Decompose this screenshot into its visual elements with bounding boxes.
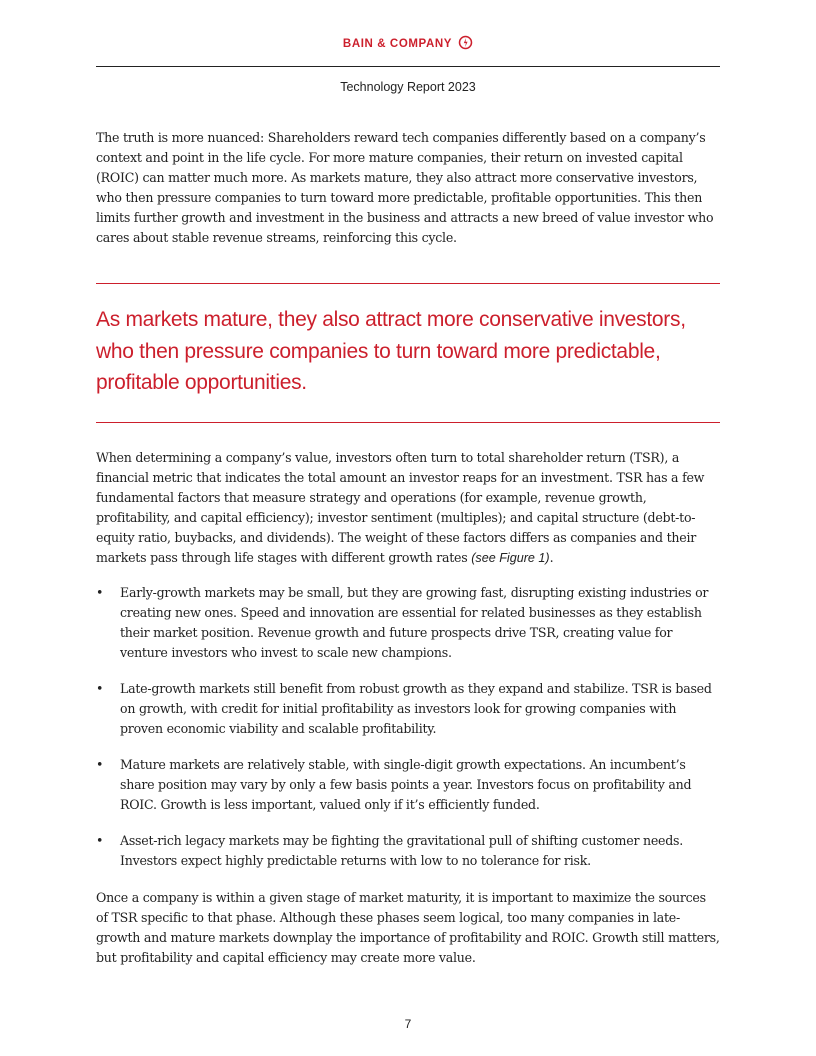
bullet-marker: • — [96, 833, 104, 848]
tsr-paragraph-end: . — [549, 550, 554, 565]
report-title: Technology Report 2023 — [340, 80, 476, 94]
intro-paragraph: The truth is more nuanced: Shareholders reward tech companies differently based on a company’s context and point in the life cycle. For more mature companies, their return on invested capital (ROIC) can matter much more. As markets mature, they also attract more conservative investors, who then pressure companies to turn toward more predictable, profitable opportunities. This then limits further growth and investment in the business and attracts a new breed of value investor who cares about stable revenue streams, reinforcing this cycle. — [96, 130, 714, 245]
brand-logo — [96, 36, 720, 52]
list-item-text: Early-growth markets may be small, but they are growing fast, disrupting existing industries or creating new ones. Speed and innovation are essential for related businesses as they establish their market position. Revenue growth and future prospects drive TSR, creating value for venture investors who invest to scale new champions. — [120, 585, 709, 660]
market-stage-list — [96, 583, 720, 887]
list-item-text: Asset-rich legacy markets may be fighting the gravitational pull of shifting customer needs. Investors expect highly predictable returns with low to no tolerance for risk. — [120, 833, 684, 868]
closing-paragraph: Once a company is within a given stage of market maturity, it is important to maximize the sources of TSR specific to that phase. Although these phases seem logical, too many companies in late-growth and mature markets downplay the importance of profitability and ROIC. Growth still matters, but profitability and capital efficiency may create more value. — [96, 890, 720, 965]
bullet-marker: • — [96, 681, 104, 696]
bain-circle-logo-icon — [458, 35, 473, 50]
list-item — [96, 679, 720, 739]
pull-quote-bottom-divider — [96, 422, 720, 423]
page-number: 7 — [404, 1017, 412, 1031]
tsr-paragraph — [96, 448, 720, 568]
bullet-marker: • — [96, 585, 104, 600]
brand-name: BAIN & COMPANY — [342, 38, 453, 50]
list-item-text: Late-growth markets still benefit from robust growth as they expand and stabilize. TSR is based on growth, with credit for initial profitability as investors look for growing companies with proven economic viability and scalable profitability. — [120, 681, 712, 736]
document-page — [96, 0, 720, 1056]
list-item-text: Mature markets are relatively stable, with single-digit growth expectations. An incumbent’s share position may vary by only a few basis points a year. Investors focus on profitability and ROIC. Growth is less important, valued only if it’s efficiently funded. — [120, 757, 692, 812]
tsr-paragraph-text: When determining a company’s value, investors often turn to total shareholder return (TSR), a financial metric that indicates the total amount an investor reaps for an investment. TSR has a few fundamental factors that measure strategy and operations (for example, revenue growth, profitability, and capital efficiency); investor sentiment (multiples); and capital structure (debt-to-equity ratio, buybacks, and dividends). The weight of these factors differs as companies and their markets pass through life stages with different growth rates — [96, 450, 705, 565]
list-item — [96, 583, 720, 663]
list-item — [96, 755, 720, 815]
pull-quote-top-divider — [96, 283, 720, 284]
pull-quote: As markets mature, they also attract more conservative investors, who then pressure companies to turn toward more predictable, profitable opportunities. — [96, 308, 686, 394]
bullet-marker: • — [96, 757, 104, 772]
header-divider — [96, 66, 720, 67]
list-item — [96, 831, 720, 871]
figure-reference: (see Figure 1) — [471, 551, 550, 565]
